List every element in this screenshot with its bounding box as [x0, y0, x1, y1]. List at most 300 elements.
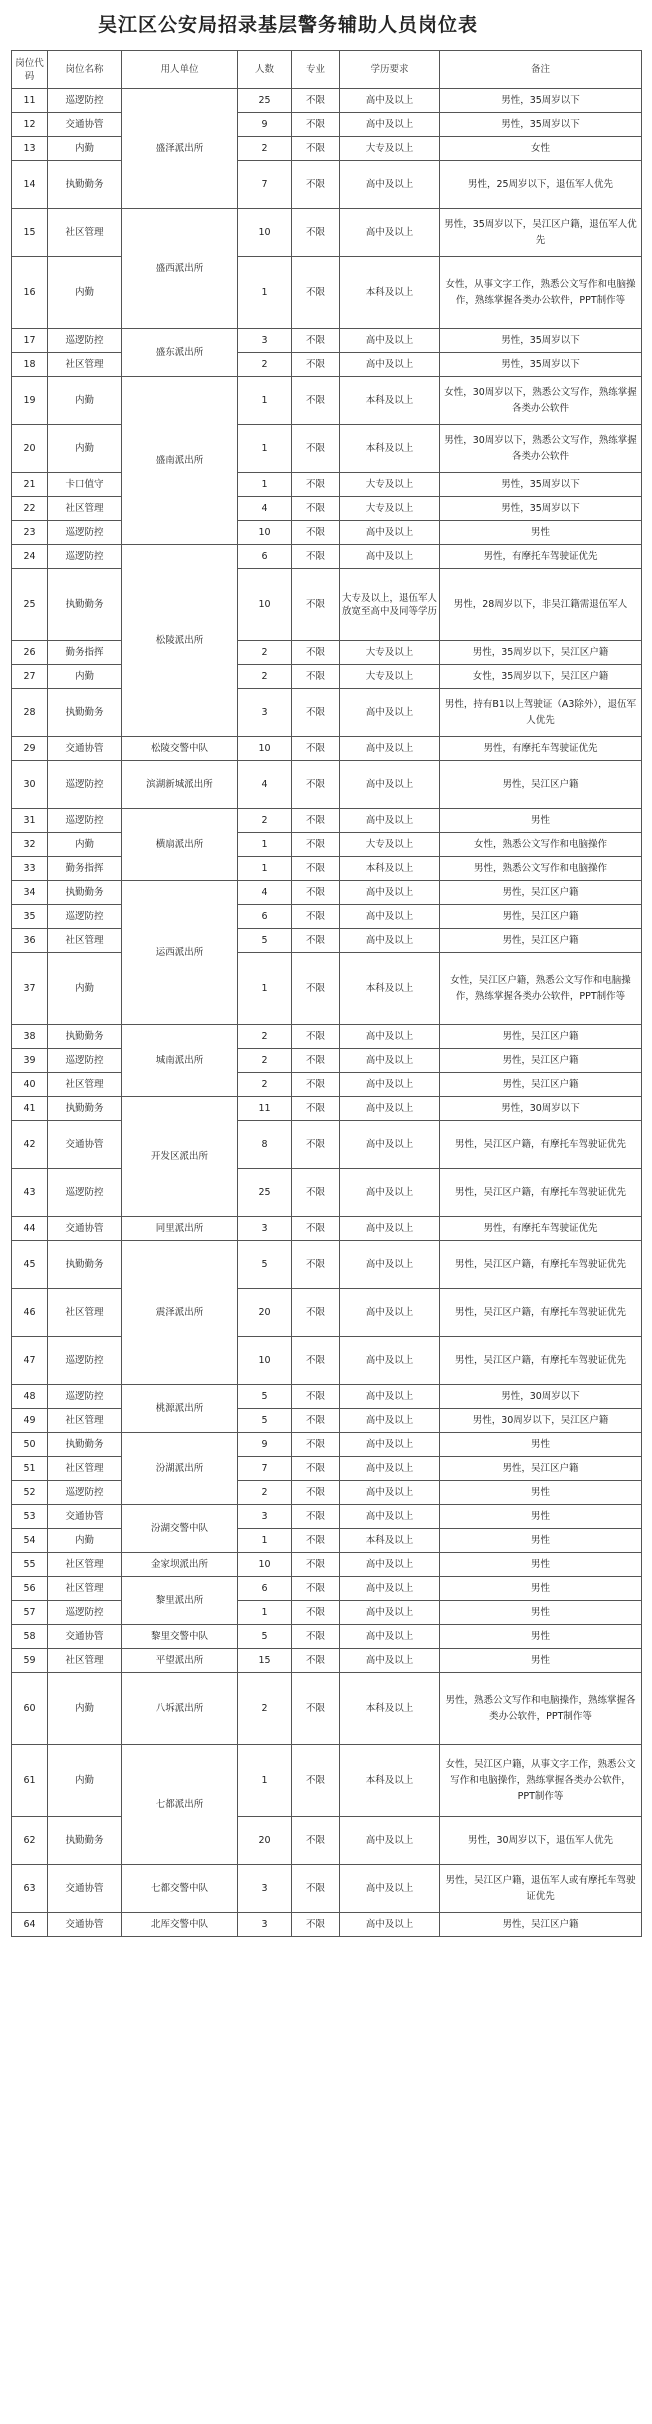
position-name: 巡逻防控 — [48, 1049, 122, 1073]
position-name: 内勤 — [48, 1745, 122, 1817]
major: 不限 — [292, 1625, 340, 1649]
headcount: 1 — [238, 953, 292, 1025]
education: 本科及以上 — [340, 953, 440, 1025]
education: 高中及以上 — [340, 881, 440, 905]
major: 不限 — [292, 1865, 340, 1913]
employer-unit: 盛东派出所 — [122, 329, 238, 377]
headcount: 1 — [238, 473, 292, 497]
employer-unit: 运西派出所 — [122, 881, 238, 1025]
notes: 男性 — [440, 1649, 642, 1673]
notes: 男性 — [440, 1601, 642, 1625]
education: 高中及以上 — [340, 1433, 440, 1457]
education: 高中及以上 — [340, 1289, 440, 1337]
table-row — [12, 545, 642, 569]
notes: 男性，吴江区户籍 — [440, 905, 642, 929]
employer-unit: 城南派出所 — [122, 1025, 238, 1097]
position-name: 交通协管 — [48, 1217, 122, 1241]
position-name: 交通协管 — [48, 1913, 122, 1937]
notes: 男性，30周岁以下 — [440, 1097, 642, 1121]
position-name: 巡逻防控 — [48, 329, 122, 353]
table-row — [12, 329, 642, 353]
education: 本科及以上 — [340, 1745, 440, 1817]
headcount: 2 — [238, 665, 292, 689]
employer-unit: 七都交警中队 — [122, 1865, 238, 1913]
table-row — [12, 113, 642, 137]
table-row — [12, 1553, 642, 1577]
education: 高中及以上 — [340, 1385, 440, 1409]
table-row — [12, 569, 642, 641]
position-code: 25 — [12, 569, 48, 641]
employer-unit: 汾湖交警中队 — [122, 1505, 238, 1553]
position-name: 交通协管 — [48, 1625, 122, 1649]
table-row — [12, 425, 642, 473]
position-code: 28 — [12, 689, 48, 737]
position-code: 37 — [12, 953, 48, 1025]
table-row — [12, 257, 642, 329]
education: 高中及以上 — [340, 809, 440, 833]
education: 高中及以上 — [340, 161, 440, 209]
position-code: 57 — [12, 1601, 48, 1625]
position-name: 内勤 — [48, 953, 122, 1025]
position-name: 交通协管 — [48, 1505, 122, 1529]
major: 不限 — [292, 1337, 340, 1385]
position-name: 交通协管 — [48, 1865, 122, 1913]
notes: 男性，35周岁以下，吴江区户籍，退伍军人优先 — [440, 209, 642, 257]
employer-unit: 盛西派出所 — [122, 209, 238, 329]
table-row — [12, 953, 642, 1025]
major: 不限 — [292, 209, 340, 257]
position-name: 内勤 — [48, 425, 122, 473]
position-code: 22 — [12, 497, 48, 521]
major: 不限 — [292, 257, 340, 329]
major: 不限 — [292, 1241, 340, 1289]
employer-unit: 黎里交警中队 — [122, 1625, 238, 1649]
position-code: 33 — [12, 857, 48, 881]
position-name: 巡逻防控 — [48, 521, 122, 545]
position-name: 交通协管 — [48, 1121, 122, 1169]
education: 高中及以上 — [340, 905, 440, 929]
position-code: 21 — [12, 473, 48, 497]
education: 本科及以上 — [340, 857, 440, 881]
position-name: 执勤勤务 — [48, 689, 122, 737]
major: 不限 — [292, 329, 340, 353]
table-row — [12, 1289, 642, 1337]
major: 不限 — [292, 881, 340, 905]
table-row — [12, 1577, 642, 1601]
major: 不限 — [292, 113, 340, 137]
major: 不限 — [292, 953, 340, 1025]
table-row — [12, 1025, 642, 1049]
headcount: 5 — [238, 1409, 292, 1433]
positions-table — [11, 50, 642, 1937]
position-code: 18 — [12, 353, 48, 377]
headcount: 4 — [238, 881, 292, 905]
notes: 男性 — [440, 1625, 642, 1649]
employer-unit: 八坼派出所 — [122, 1673, 238, 1745]
table-row — [12, 1097, 642, 1121]
table-row — [12, 1913, 642, 1937]
headcount: 3 — [238, 1217, 292, 1241]
position-code: 32 — [12, 833, 48, 857]
major: 不限 — [292, 1649, 340, 1673]
education: 高中及以上 — [340, 1049, 440, 1073]
table-row — [12, 1457, 642, 1481]
position-name: 执勤勤务 — [48, 1241, 122, 1289]
education: 大专及以上，退伍军人放宽至高中及同等学历 — [340, 569, 440, 641]
position-code: 13 — [12, 137, 48, 161]
employer-unit: 平望派出所 — [122, 1649, 238, 1673]
notes: 男性，有摩托车驾驶证优先 — [440, 737, 642, 761]
employer-unit: 黎里派出所 — [122, 1577, 238, 1625]
education: 本科及以上 — [340, 377, 440, 425]
employer-unit: 松陵交警中队 — [122, 737, 238, 761]
table-row — [12, 1241, 642, 1289]
education: 大专及以上 — [340, 665, 440, 689]
position-code: 16 — [12, 257, 48, 329]
notes: 男性 — [440, 1433, 642, 1457]
headcount: 1 — [238, 857, 292, 881]
employer-unit: 桃源派出所 — [122, 1385, 238, 1433]
notes: 男性，吴江区户籍 — [440, 1457, 642, 1481]
headcount: 5 — [238, 1625, 292, 1649]
education: 高中及以上 — [340, 1505, 440, 1529]
table-header-row — [12, 51, 642, 89]
position-code: 46 — [12, 1289, 48, 1337]
position-code: 50 — [12, 1433, 48, 1457]
education: 高中及以上 — [340, 1913, 440, 1937]
employer-unit: 同里派出所 — [122, 1217, 238, 1241]
notes: 男性，30周岁以下，熟悉公文写作，熟练掌握各类办公软件 — [440, 425, 642, 473]
position-name: 社区管理 — [48, 1553, 122, 1577]
position-name: 社区管理 — [48, 1073, 122, 1097]
major: 不限 — [292, 761, 340, 809]
headcount: 2 — [238, 1481, 292, 1505]
major: 不限 — [292, 737, 340, 761]
education: 高中及以上 — [340, 761, 440, 809]
major: 不限 — [292, 1601, 340, 1625]
education: 高中及以上 — [340, 1409, 440, 1433]
notes: 男性 — [440, 521, 642, 545]
table-row — [12, 1169, 642, 1217]
headcount: 2 — [238, 1673, 292, 1745]
position-name: 勤务指挥 — [48, 641, 122, 665]
headcount: 3 — [238, 329, 292, 353]
position-name: 社区管理 — [48, 1409, 122, 1433]
education: 本科及以上 — [340, 425, 440, 473]
notes: 男性，吴江区户籍 — [440, 1049, 642, 1073]
headcount: 9 — [238, 113, 292, 137]
education: 高中及以上 — [340, 1025, 440, 1049]
position-code: 31 — [12, 809, 48, 833]
position-name: 执勤勤务 — [48, 1097, 122, 1121]
headcount: 2 — [238, 1073, 292, 1097]
notes: 男性，35周岁以下 — [440, 473, 642, 497]
headcount: 9 — [238, 1433, 292, 1457]
position-code: 38 — [12, 1025, 48, 1049]
headcount: 1 — [238, 377, 292, 425]
notes: 女性 — [440, 137, 642, 161]
notes: 男性，30周岁以下，吴江区户籍 — [440, 1409, 642, 1433]
major: 不限 — [292, 425, 340, 473]
education: 高中及以上 — [340, 329, 440, 353]
education: 大专及以上 — [340, 641, 440, 665]
headcount: 1 — [238, 1529, 292, 1553]
table-row — [12, 497, 642, 521]
position-code: 53 — [12, 1505, 48, 1529]
position-code: 43 — [12, 1169, 48, 1217]
major: 不限 — [292, 809, 340, 833]
notes: 男性，30周岁以下 — [440, 1385, 642, 1409]
education: 高中及以上 — [340, 1577, 440, 1601]
table-row — [12, 1049, 642, 1073]
employer-unit: 汾湖派出所 — [122, 1433, 238, 1505]
header-unit: 用人单位 — [122, 51, 238, 89]
position-name: 社区管理 — [48, 353, 122, 377]
table-row — [12, 833, 642, 857]
major: 不限 — [292, 1409, 340, 1433]
education: 大专及以上 — [340, 137, 440, 161]
notes: 女性，吴江区户籍，熟悉公文写作和电脑操作，熟练掌握各类办公软件，PPT制作等 — [440, 953, 642, 1025]
notes: 男性，吴江区户籍，有摩托车驾驶证优先 — [440, 1289, 642, 1337]
position-code: 35 — [12, 905, 48, 929]
position-code: 14 — [12, 161, 48, 209]
education: 高中及以上 — [340, 1097, 440, 1121]
position-code: 56 — [12, 1577, 48, 1601]
position-name: 卡口值守 — [48, 473, 122, 497]
headcount: 3 — [238, 1865, 292, 1913]
employer-unit: 滨湖新城派出所 — [122, 761, 238, 809]
notes: 男性，有摩托车驾驶证优先 — [440, 1217, 642, 1241]
table-row — [12, 89, 642, 113]
education: 高中及以上 — [340, 545, 440, 569]
table-row — [12, 1409, 642, 1433]
table-row — [12, 1865, 642, 1913]
major: 不限 — [292, 545, 340, 569]
education: 高中及以上 — [340, 1625, 440, 1649]
notes: 男性，吴江区户籍，有摩托车驾驶证优先 — [440, 1241, 642, 1289]
table-row — [12, 1433, 642, 1457]
notes: 男性，吴江区户籍 — [440, 1025, 642, 1049]
table-row — [12, 209, 642, 257]
position-name: 巡逻防控 — [48, 809, 122, 833]
education: 高中及以上 — [340, 1217, 440, 1241]
position-code: 36 — [12, 929, 48, 953]
notes: 男性，吴江区户籍，有摩托车驾驶证优先 — [440, 1121, 642, 1169]
position-name: 执勤勤务 — [48, 1817, 122, 1865]
position-code: 51 — [12, 1457, 48, 1481]
education: 高中及以上 — [340, 353, 440, 377]
position-name: 巡逻防控 — [48, 1337, 122, 1385]
headcount: 6 — [238, 905, 292, 929]
employer-unit: 松陵派出所 — [122, 545, 238, 737]
header-code: 岗位代码 — [12, 51, 48, 89]
notes: 男性 — [440, 1553, 642, 1577]
headcount: 2 — [238, 353, 292, 377]
table-row — [12, 1121, 642, 1169]
position-code: 24 — [12, 545, 48, 569]
headcount: 2 — [238, 809, 292, 833]
position-code: 15 — [12, 209, 48, 257]
headcount: 2 — [238, 1025, 292, 1049]
education: 高中及以上 — [340, 1601, 440, 1625]
employer-unit: 金家坝派出所 — [122, 1553, 238, 1577]
position-code: 59 — [12, 1649, 48, 1673]
education: 高中及以上 — [340, 1457, 440, 1481]
table-row — [12, 473, 642, 497]
education: 高中及以上 — [340, 1865, 440, 1913]
table-row — [12, 377, 642, 425]
major: 不限 — [292, 1577, 340, 1601]
table-row — [12, 161, 642, 209]
position-code: 12 — [12, 113, 48, 137]
notes: 男性，30周岁以下，退伍军人优先 — [440, 1817, 642, 1865]
position-code: 44 — [12, 1217, 48, 1241]
table-row — [12, 521, 642, 545]
table-row — [12, 1745, 642, 1817]
education: 高中及以上 — [340, 1169, 440, 1217]
notes: 男性，熟悉公文写作和电脑操作 — [440, 857, 642, 881]
notes: 男性，吴江区户籍，退伍军人或有摩托车驾驶证优先 — [440, 1865, 642, 1913]
major: 不限 — [292, 689, 340, 737]
education: 高中及以上 — [340, 737, 440, 761]
position-code: 45 — [12, 1241, 48, 1289]
table-row — [12, 665, 642, 689]
major: 不限 — [292, 833, 340, 857]
education: 本科及以上 — [340, 257, 440, 329]
major: 不限 — [292, 1913, 340, 1937]
position-code: 11 — [12, 89, 48, 113]
education: 高中及以上 — [340, 1121, 440, 1169]
headcount: 11 — [238, 1097, 292, 1121]
headcount: 10 — [238, 569, 292, 641]
table-row — [12, 641, 642, 665]
position-name: 巡逻防控 — [48, 761, 122, 809]
position-code: 34 — [12, 881, 48, 905]
education: 高中及以上 — [340, 521, 440, 545]
headcount: 6 — [238, 1577, 292, 1601]
headcount: 4 — [238, 761, 292, 809]
position-code: 62 — [12, 1817, 48, 1865]
headcount: 25 — [238, 1169, 292, 1217]
education: 高中及以上 — [340, 929, 440, 953]
table-row — [12, 1817, 642, 1865]
position-name: 内勤 — [48, 257, 122, 329]
position-code: 54 — [12, 1529, 48, 1553]
table-row — [12, 1649, 642, 1673]
headcount: 7 — [238, 161, 292, 209]
header-major: 专业 — [292, 51, 340, 89]
table-row — [12, 137, 642, 161]
notes: 男性，35周岁以下 — [440, 329, 642, 353]
major: 不限 — [292, 1433, 340, 1457]
position-name: 巡逻防控 — [48, 1385, 122, 1409]
position-name: 内勤 — [48, 137, 122, 161]
major: 不限 — [292, 1289, 340, 1337]
major: 不限 — [292, 905, 340, 929]
table-row — [12, 809, 642, 833]
headcount: 10 — [238, 209, 292, 257]
major: 不限 — [292, 1457, 340, 1481]
headcount: 3 — [238, 1505, 292, 1529]
major: 不限 — [292, 1121, 340, 1169]
position-name: 社区管理 — [48, 1289, 122, 1337]
headcount: 2 — [238, 137, 292, 161]
notes: 男性，有摩托车驾驶证优先 — [440, 545, 642, 569]
position-code: 61 — [12, 1745, 48, 1817]
notes: 男性，35周岁以下 — [440, 89, 642, 113]
education: 大专及以上 — [340, 497, 440, 521]
table-row — [12, 761, 642, 809]
headcount: 25 — [238, 89, 292, 113]
headcount: 1 — [238, 1601, 292, 1625]
table-row — [12, 1673, 642, 1745]
position-name: 内勤 — [48, 1673, 122, 1745]
employer-unit: 震泽派出所 — [122, 1241, 238, 1385]
table-row — [12, 1337, 642, 1385]
headcount: 5 — [238, 929, 292, 953]
position-code: 63 — [12, 1865, 48, 1913]
position-code: 58 — [12, 1625, 48, 1649]
position-name: 勤务指挥 — [48, 857, 122, 881]
major: 不限 — [292, 641, 340, 665]
position-name: 社区管理 — [48, 1649, 122, 1673]
table-row — [12, 1601, 642, 1625]
headcount: 15 — [238, 1649, 292, 1673]
position-name: 社区管理 — [48, 929, 122, 953]
major: 不限 — [292, 929, 340, 953]
notes: 男性 — [440, 1529, 642, 1553]
position-name: 巡逻防控 — [48, 905, 122, 929]
position-code: 29 — [12, 737, 48, 761]
position-code: 60 — [12, 1673, 48, 1745]
education: 高中及以上 — [340, 689, 440, 737]
headcount: 10 — [238, 1553, 292, 1577]
position-code: 48 — [12, 1385, 48, 1409]
notes: 男性，吴江区户籍，有摩托车驾驶证优先 — [440, 1169, 642, 1217]
education: 高中及以上 — [340, 1817, 440, 1865]
major: 不限 — [292, 161, 340, 209]
position-code: 47 — [12, 1337, 48, 1385]
position-name: 执勤勤务 — [48, 881, 122, 905]
major: 不限 — [292, 1529, 340, 1553]
table-row — [12, 905, 642, 929]
header-education: 学历要求 — [340, 51, 440, 89]
major: 不限 — [292, 1049, 340, 1073]
position-name: 社区管理 — [48, 1577, 122, 1601]
headcount: 3 — [238, 1913, 292, 1937]
position-code: 64 — [12, 1913, 48, 1937]
position-code: 23 — [12, 521, 48, 545]
notes: 男性，吴江区户籍 — [440, 1913, 642, 1937]
major: 不限 — [292, 1553, 340, 1577]
page-title: 吴江区公安局招录基层警务辅助人员岗位表 — [98, 14, 479, 36]
headcount: 1 — [238, 425, 292, 473]
position-name: 巡逻防控 — [48, 89, 122, 113]
position-code: 39 — [12, 1049, 48, 1073]
employer-unit: 盛泽派出所 — [122, 89, 238, 209]
notes: 男性，吴江区户籍 — [440, 881, 642, 905]
position-code: 52 — [12, 1481, 48, 1505]
notes: 男性，持有B1以上驾驶证（A3除外），退伍军人优先 — [440, 689, 642, 737]
position-name: 执勤勤务 — [48, 1025, 122, 1049]
position-name: 内勤 — [48, 1529, 122, 1553]
position-name: 内勤 — [48, 833, 122, 857]
header-position: 岗位名称 — [48, 51, 122, 89]
header-notes: 备注 — [440, 51, 642, 89]
notes: 男性，吴江区户籍 — [440, 1073, 642, 1097]
position-name: 内勤 — [48, 377, 122, 425]
table-row — [12, 689, 642, 737]
